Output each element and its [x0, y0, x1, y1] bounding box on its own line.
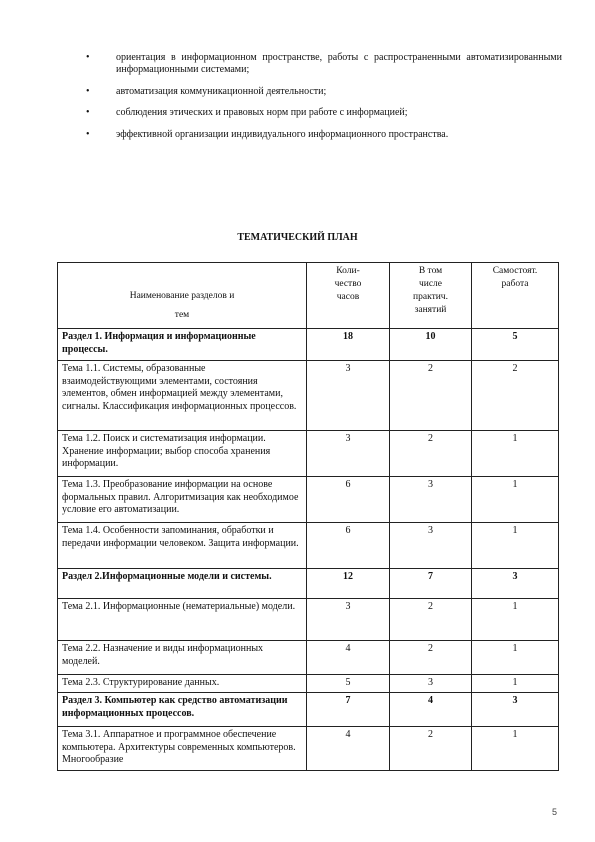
row-self-work: 2	[472, 361, 559, 431]
row-practical: 4	[390, 693, 472, 727]
row-self-work: 1	[472, 477, 559, 523]
row-self-work: 1	[472, 599, 559, 641]
table-row	[58, 599, 559, 641]
header-practical	[390, 263, 472, 329]
list-item	[86, 86, 562, 98]
row-name: Тема 1.4. Особенности запоминания, обработки и передачи информации человеком. Защита информации.	[58, 523, 307, 569]
row-practical: 2	[390, 361, 472, 431]
header-hours	[307, 263, 390, 329]
header-name-line2: тем	[174, 310, 190, 320]
table-row	[58, 361, 559, 431]
bullet-icon: •	[86, 85, 90, 97]
row-self-work: 1	[472, 727, 559, 771]
row-practical: 2	[390, 641, 472, 675]
row-hours: 18	[307, 329, 390, 361]
row-self-work: 5	[472, 329, 559, 361]
row-hours: 4	[307, 727, 390, 771]
row-name: Раздел 1. Информация и информационные процессы.	[58, 329, 307, 361]
row-practical: 3	[390, 477, 472, 523]
bullet-icon: •	[86, 52, 90, 63]
table-row	[58, 675, 559, 693]
section-row	[58, 569, 559, 599]
list-item-text: эффективной организации индивидуального информационного пространства.	[116, 128, 449, 140]
row-self-work: 3	[472, 569, 559, 599]
objectives-list	[86, 52, 562, 150]
row-self-work: 1	[472, 523, 559, 569]
row-name: Раздел 3. Компьютер как средство автоматизации информационных процессов.	[58, 693, 307, 727]
row-self-work: 3	[472, 693, 559, 727]
section-row	[58, 693, 559, 727]
section-row	[58, 329, 559, 361]
row-name: Тема 2.1. Информационные (нематериальные) модели.	[58, 599, 307, 641]
table-row	[58, 477, 559, 523]
table-row	[58, 431, 559, 477]
row-self-work: 1	[472, 675, 559, 693]
list-item	[86, 107, 562, 119]
table-row	[58, 727, 559, 771]
row-practical: 2	[390, 599, 472, 641]
header-name-line1: Наименование разделов и	[129, 291, 235, 301]
list-item-text: соблюдения этических и правовых норм при работе с информацией;	[116, 107, 408, 118]
row-name: Тема 2.3. Структурирование данных.	[58, 675, 307, 693]
row-name: Тема 3.1. Аппаратное и программное обеспечение компьютера. Архитектуры современных компьютеров. Многообразие	[58, 727, 307, 771]
page-number: 5	[551, 807, 557, 817]
row-hours: 6	[307, 477, 390, 523]
row-name: Раздел 2.Информационные модели и системы.	[58, 569, 307, 599]
list-item	[86, 52, 562, 76]
row-hours: 12	[307, 569, 390, 599]
row-hours: 7	[307, 693, 390, 727]
bullet-icon: •	[86, 107, 90, 118]
list-item-text: автоматизация коммуникационной деятельности;	[116, 85, 327, 97]
row-hours: 3	[307, 431, 390, 477]
row-hours: 4	[307, 641, 390, 675]
row-hours: 3	[307, 599, 390, 641]
header-practical-text: В том числе практич. занятий	[413, 266, 448, 315]
row-practical: 3	[390, 675, 472, 693]
row-practical: 7	[390, 569, 472, 599]
row-hours: 6	[307, 523, 390, 569]
table-row	[58, 641, 559, 675]
header-hours-text: Коли- чество часов	[334, 266, 362, 302]
row-name: Тема 1.2. Поиск и систематизация информации. Хранение информации; выбор способа хранения информации.	[58, 431, 307, 477]
row-practical: 2	[390, 431, 472, 477]
table-row	[58, 523, 559, 569]
header-name	[58, 263, 307, 329]
thematic-plan-table	[57, 262, 559, 771]
page-title: ТЕМАТИЧЕСКИЙ ПЛАН	[237, 232, 358, 243]
row-self-work: 1	[472, 431, 559, 477]
row-practical: 10	[390, 329, 472, 361]
row-hours: 5	[307, 675, 390, 693]
header-self-work	[472, 263, 559, 329]
list-item	[86, 129, 562, 141]
table-header-row	[58, 263, 559, 329]
row-self-work: 1	[472, 641, 559, 675]
row-practical: 3	[390, 523, 472, 569]
row-name: Тема 1.3. Преобразование информации на основе формальных правил. Алгоритмизация как необходимое условие его автоматизации.	[58, 477, 307, 523]
row-hours: 3	[307, 361, 390, 431]
row-name: Тема 1.1. Системы, образованные взаимодействующими элементами, состояния элементов, обмен информацией между элементами, сигналы. Классификация информационных процессов.	[58, 361, 307, 431]
bullet-icon: •	[86, 128, 90, 140]
header-self-text: Самостоят. работа	[492, 266, 538, 289]
row-name: Тема 2.2. Назначение и виды информационных моделей.	[58, 641, 307, 675]
list-item-text: ориентация в информационном пространстве, работы с распространенными автоматизированными информационными системами;	[116, 52, 562, 75]
row-practical: 2	[390, 727, 472, 771]
